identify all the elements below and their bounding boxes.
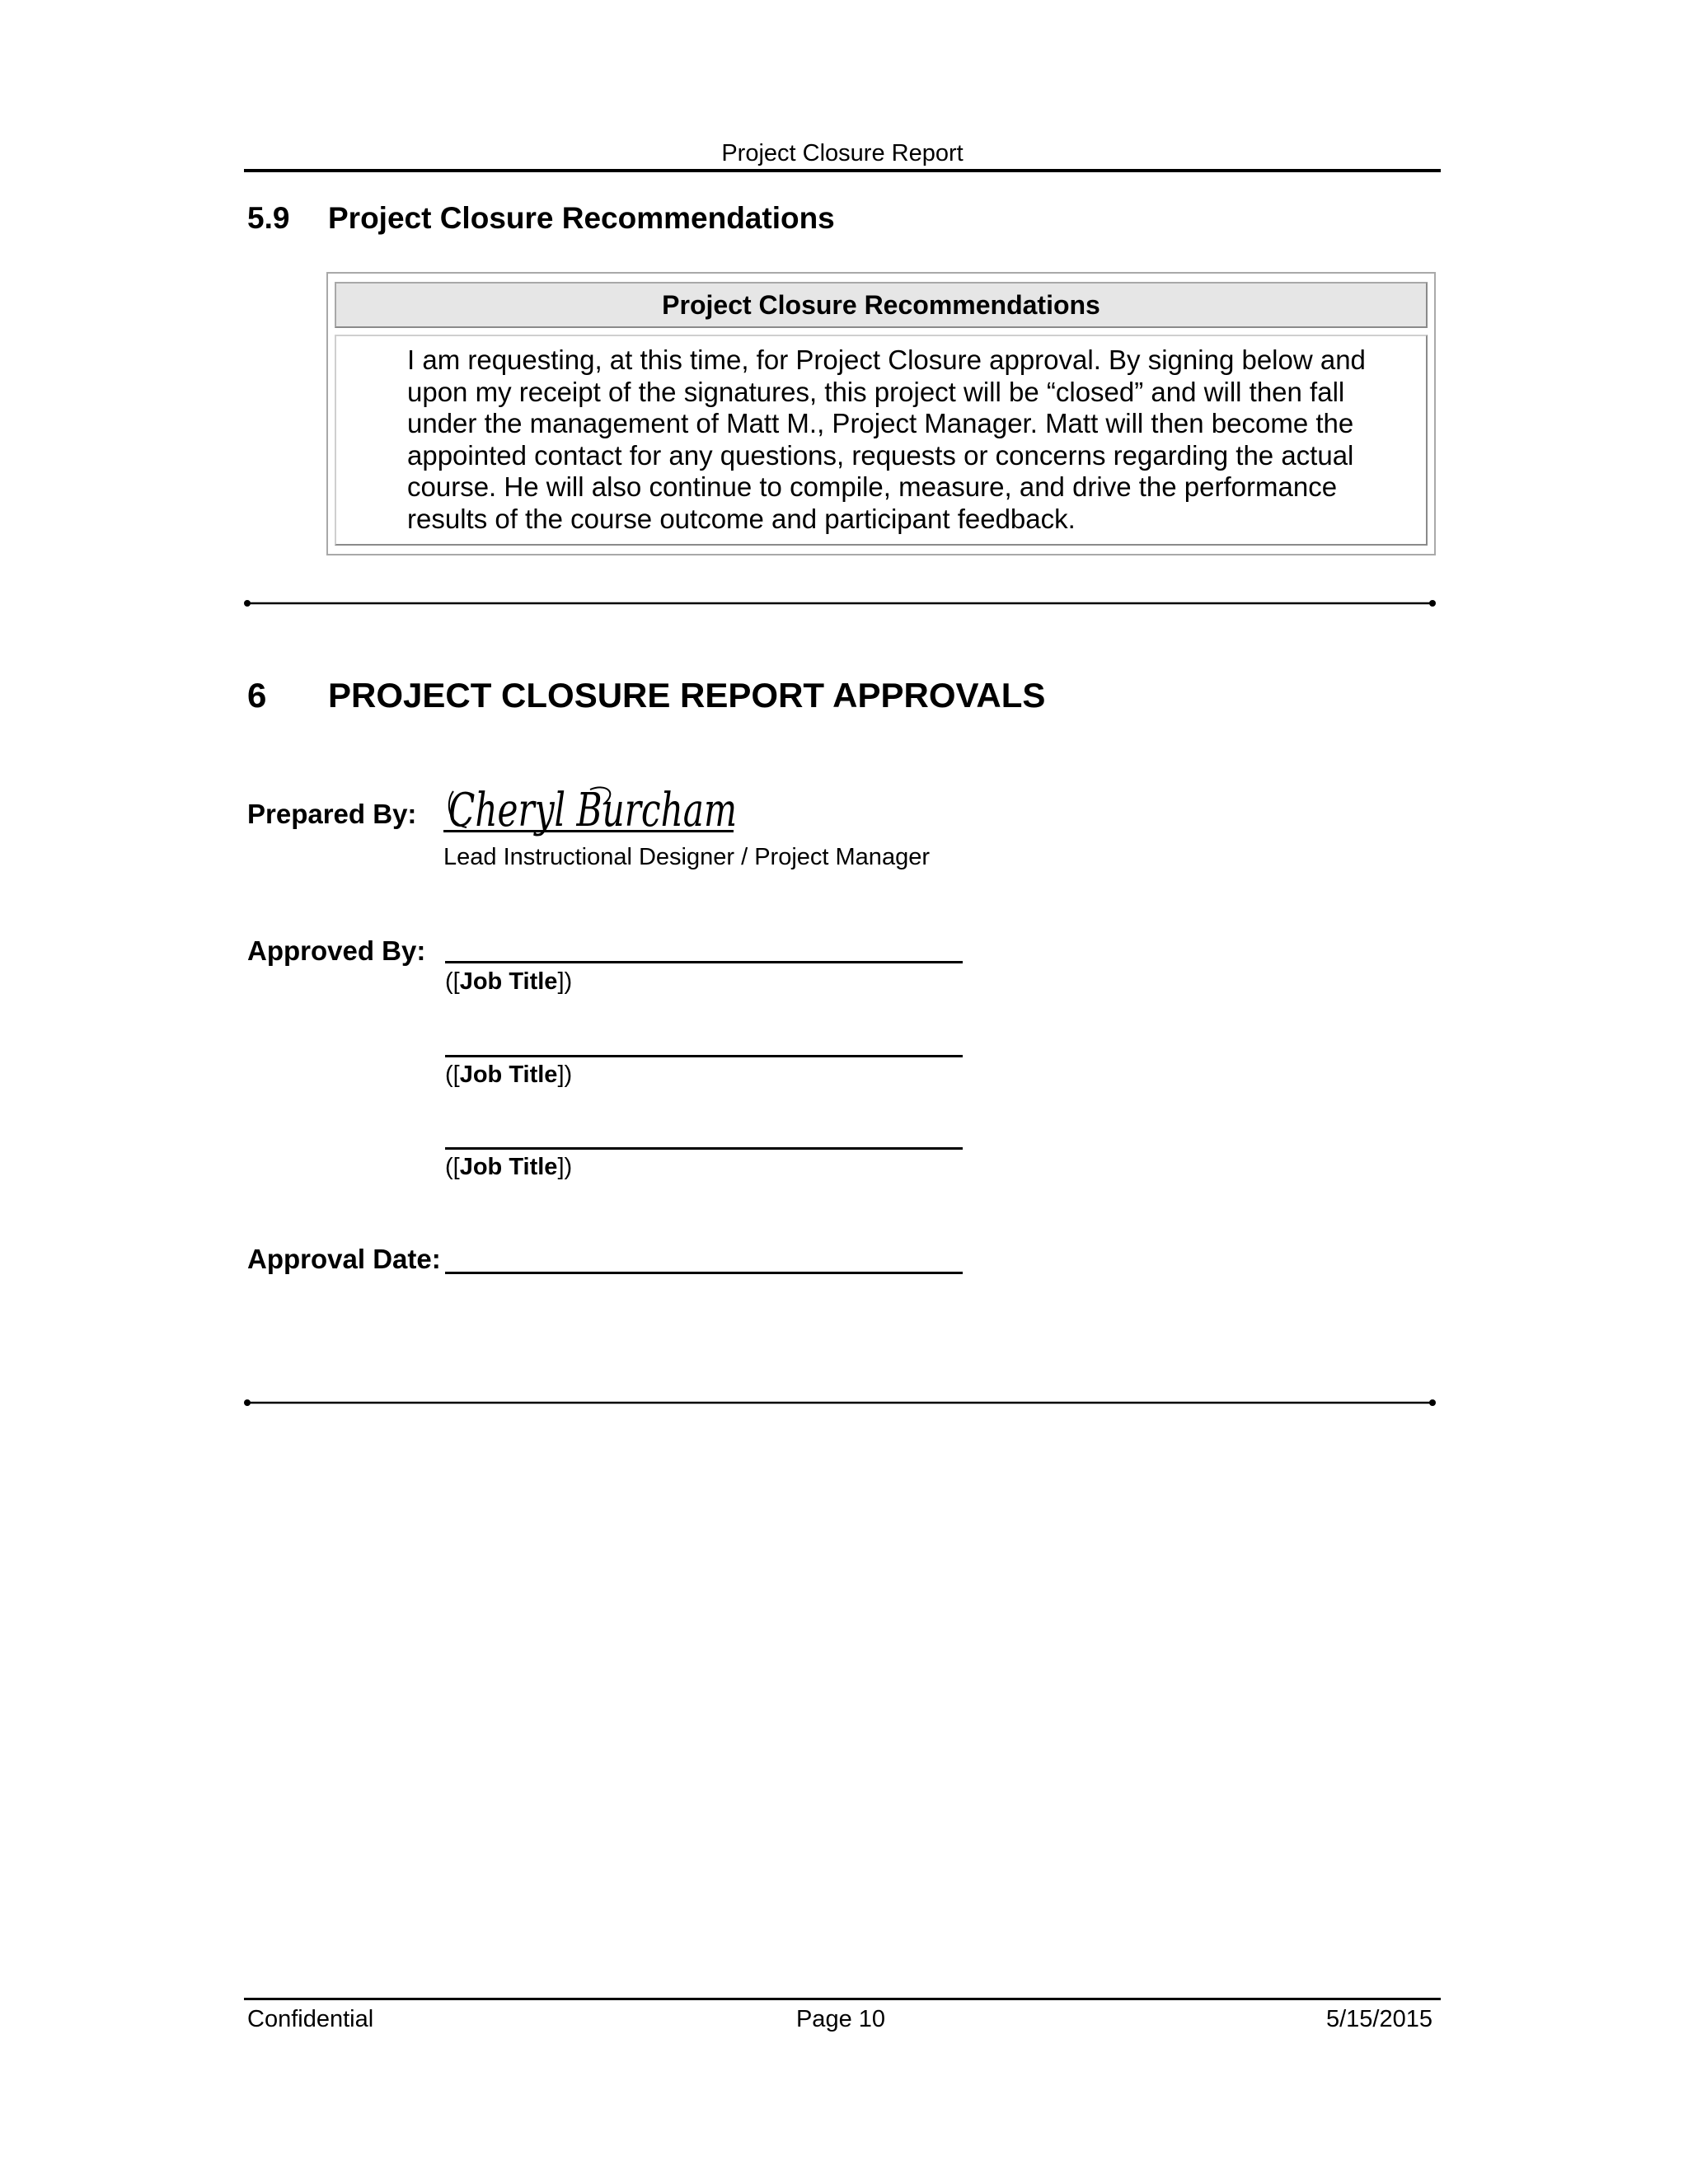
recommendations-table (326, 272, 1436, 555)
footer-page-number: Page 10 (795, 2006, 886, 2032)
running-header: Project Closure Report (721, 140, 964, 166)
prepared-by-signature-line (443, 830, 734, 832)
footer-confidential: Confidential (247, 2006, 374, 2032)
approver-job-title-2: ([Job Title]) (445, 1062, 573, 1088)
header-rule (244, 169, 1441, 172)
section-title: Project Closure Recommendations (328, 201, 835, 235)
approved-by-label: Approved By: (247, 935, 426, 966)
prepared-by-title: Lead Instructional Designer / Project Manager (443, 844, 930, 870)
recommendations-table-header: Project Closure Recommendations (335, 282, 1428, 328)
approver-job-title-3: ([Job Title]) (445, 1154, 573, 1180)
section-number: 5.9 (247, 201, 290, 235)
approval-date-line[interactable] (445, 1272, 963, 1274)
approver-signature-line-1[interactable] (445, 961, 963, 963)
recommendations-table-cell (335, 335, 1428, 546)
footer-date: 5/15/2015 (1325, 2006, 1432, 2032)
approval-date-label: Approval Date: (247, 1244, 441, 1274)
recommendations-text: I am requesting, at this time, for Project Closure approval. By signing below and upon my receipt of the signatures, this project will be “closed” and will then fall under the management of Matt M., Project Manager. Matt will then become the appointed contact for any questions, requests or concerns regarding the actual course. He will also continue to compile, measure, and drive the performance results of the course outcome and participant feedback. (407, 344, 1366, 534)
prepared-by-label: Prepared By: (247, 799, 417, 829)
section-6-heading (247, 673, 1045, 719)
section-divider (244, 1399, 1436, 1406)
section-divider (244, 600, 1436, 607)
section-5-9-heading (247, 198, 835, 239)
approver-signature-line-2[interactable] (445, 1055, 963, 1057)
section-number: 6 (247, 676, 267, 715)
approver-job-title-1: ([Job Title]) (445, 968, 573, 995)
svg-text:Cheryl Burcham: Cheryl Burcham (448, 784, 737, 837)
approver-signature-line-3[interactable] (445, 1147, 963, 1150)
section-title: PROJECT CLOSURE REPORT APPROVALS (328, 676, 1046, 715)
footer-rule (244, 1998, 1441, 2000)
